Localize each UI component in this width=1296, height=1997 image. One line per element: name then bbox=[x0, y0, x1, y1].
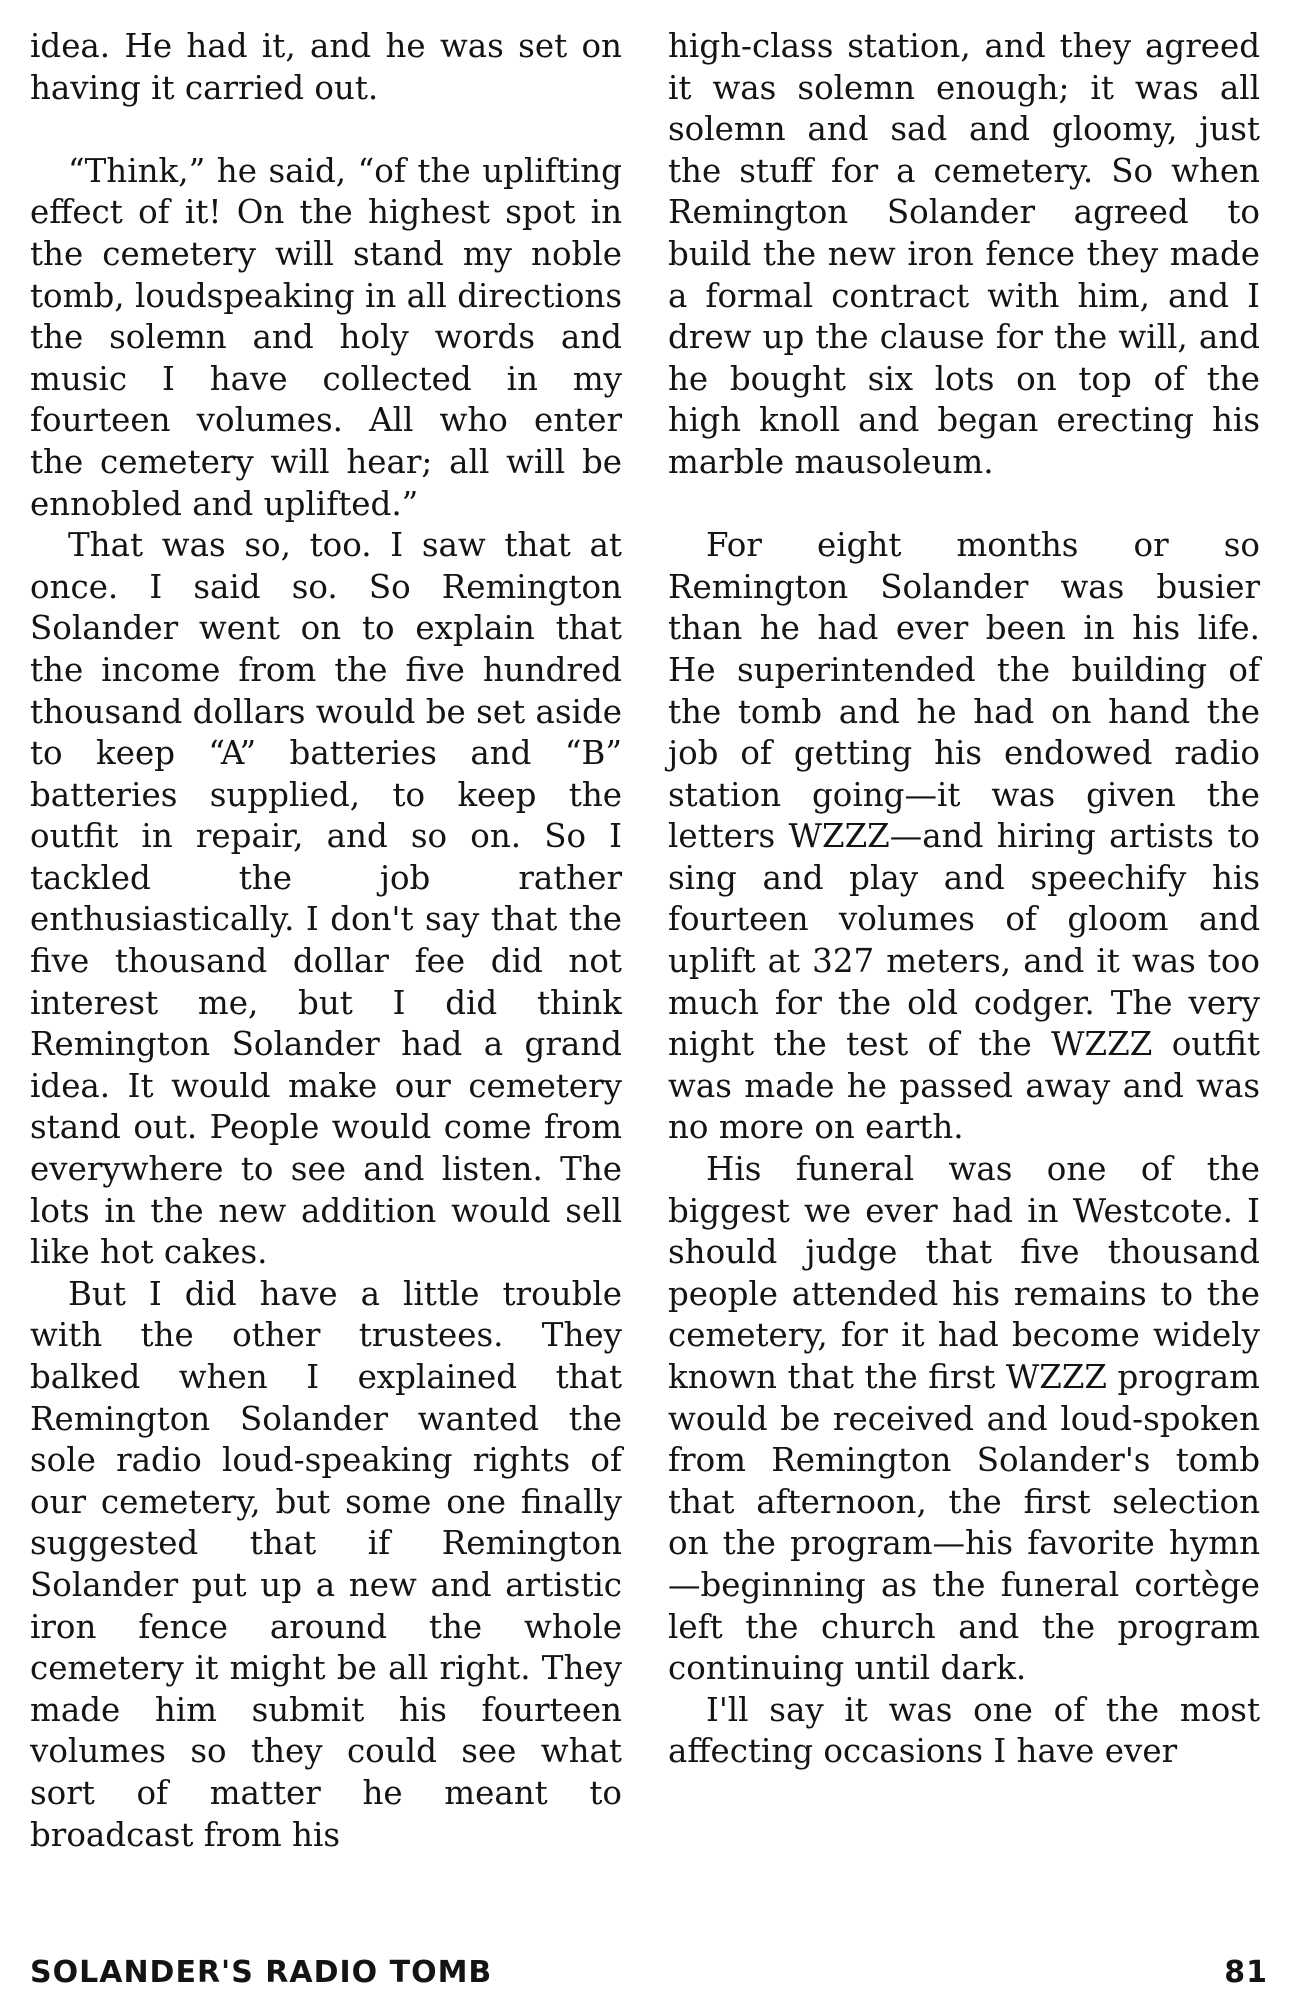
left-paragraph-4: But I did have a little trouble with the other trustees. They balked when I explained that Remington Solander wanted the sole radio loud-speaking rights of our cemetery, but some one finally suggested that if Remington Solander put up a new and artistic iron fence around the whole cemetery it might be all right. They made him submit his fourteen volumes so they could see what sort of matter he meant to broadcast from his bbox=[30, 1274, 622, 1854]
right-paragraph-1: high-class station, and they agreed it was solemn enough; it was all solemn and sad and gloomy, just the stuff for a cemetery. So when Remington Solander agreed to build the new iron fence they made a formal contract with him, and I drew up the clause for the will, and he bought six lots on top of the high knoll and began erecting his marble mausoleum. bbox=[668, 27, 1260, 481]
running-title: SOLANDER'S RADIO TOMB bbox=[30, 1955, 493, 1990]
right-column bbox=[668, 26, 1260, 1773]
right-paragraph-4: I'll say it was one of the most affecting occasions I have ever bbox=[668, 1690, 1260, 1771]
right-paragraph-2: For eight months or so Remington Solander was busier than he had ever been in his life. He superintended the building of the tomb and he had on hand the job of getting his endowed radio station going—it was given the letters WZZZ—and hiring artists to sing and play and speechify his fourteen volumes of gloom and uplift at 327 meters, and it was too much for the old codger. The very night the test of the WZZZ outfit was made he passed away and was no more on earth. bbox=[668, 526, 1260, 1147]
right-paragraph-3: His funeral was one of the biggest we ever had in Westcote. I should judge that five thousand people attended his remains to the cemetery, for it had become widely known that the first WZZZ program would be received and loud-spoken from Remington Solander's tomb that afternoon, the first selection on the program—his favorite hymn —beginning as the funeral cortège left the church and the program continuing until dark. bbox=[668, 1150, 1260, 1688]
left-paragraph-1: idea. He had it, and he was set on having it carried out. bbox=[30, 27, 622, 107]
page-number: 81 bbox=[1224, 1955, 1268, 1990]
left-paragraph-2: “Think,” he said, “of the uplifting effect of it! On the highest spot in the cemetery will stand my noble tomb, loudspeaking in all directions the solemn and holy words and music I have collected in my fourteen volumes. All who enter the cemetery will hear; all will be ennobled and uplifted.” bbox=[30, 151, 622, 523]
page-footer bbox=[30, 1955, 1268, 1991]
left-paragraph-3: That was so, too. I saw that at once. I said so. So Remington Solander went on to explain that the income from the five hundred thousand dollars would be set aside to keep “A” batteries and “B” batteries supplied, to keep the outfit in repair, and so on. So I tackled the job rather enthusiastically. I don't say that the five thousand dollar fee did not interest me, but I did think Remington Solander had a grand idea. It would make our cemetery stand out. People would come from everywhere to see and listen. The lots in the new addition would sell like hot cakes. bbox=[30, 526, 622, 1272]
left-column bbox=[30, 26, 622, 1856]
